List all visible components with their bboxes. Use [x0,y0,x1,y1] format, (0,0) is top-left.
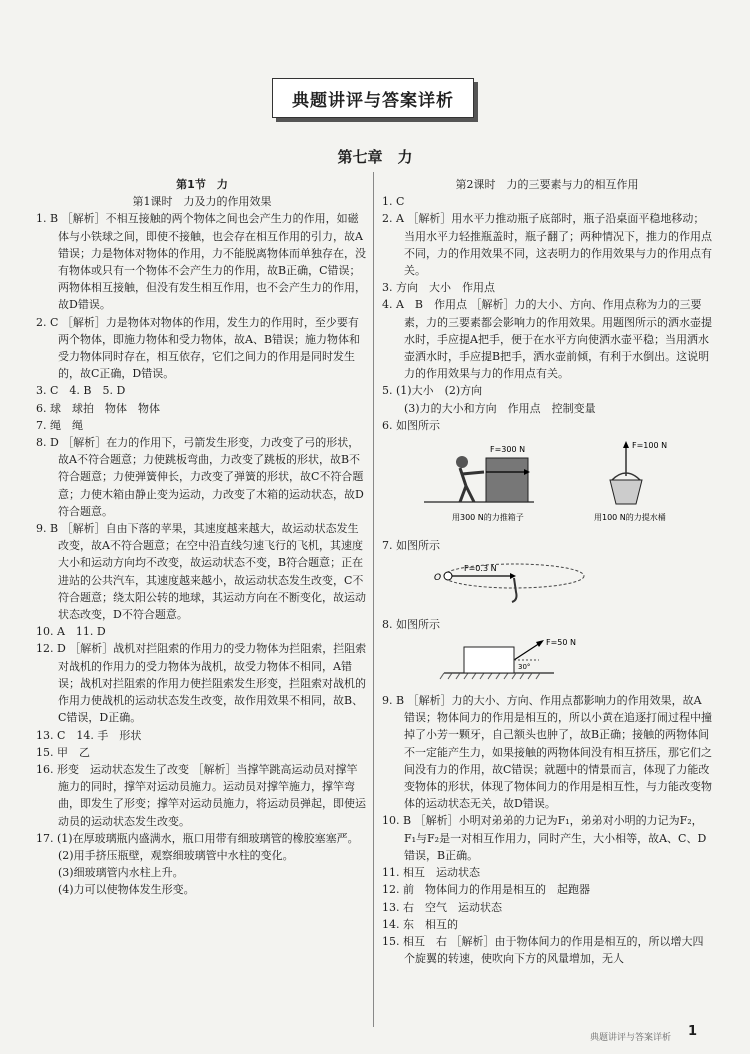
answer-item: 12. 前 物体间力的作用是相互的 起跑器 [382,883,590,897]
block-icon [464,647,514,673]
bucket-icon [610,480,642,504]
figure-6 [404,436,712,533]
answer-item: 2. C ［解析］力是物体对物体的作用，发生力的作用时，至少要有两个物体，即施力物体和受力物体，故A、B错误；施力物体和受力物体同时存在，相互依存，它们之间力的作用是同时发生的，故C正确，D错误。 [36,315,361,381]
answer-item: 10. B ［解析］小明对弟弟的力记为F₁，弟弟对小明的力记为F₂，F₁与F₂是一对相互作用力，同时产生，大小相等，故A、C、D错误，B正确。 [382,814,707,862]
caption-lift: 用100 N的力提水桶 [594,513,666,523]
section-heading: 第1节 力 [176,178,228,191]
answer-item: 1. B ［解析］不相互接触的两个物体之间也会产生力的作用，如磁体与小铁球之间，即使不接触，也会存在相互作用的引力，故A错误；力是物体对物体的作用，力不能脱离物体而单独存在，没有物体或只有一个物体不会产生力的作用，故B正确，C错误；两物体相互接触，但没有发生相互作用，也不会产生力的作用，故D错误。 [36,212,366,312]
answer-item: 6. 球 球拍 物体 物体 [36,401,160,415]
answer-item: 5. (1)大小 (2)方向 [382,384,483,398]
answer-item: 7. 如图所示 [382,539,440,553]
answer-item: 16. 形变 运动状态发生了改变 ［解析］当撑竿跳高运动员对撑竿施力的同时，撑竿对运动员施力。运动员对撑竿施力，撑竿弯曲，即发生了形变；撑竿对运动员施力，将运动员弹起，即使运动员的运动状态发生改变。 [36,762,366,828]
right-column [382,176,712,967]
caption-push: 用300 N的力推箱子 [452,513,524,523]
answer-subitem: (2)用手挤压瓶壁，观察细玻璃管中水柱的变化。 [58,848,294,862]
figure-7 [404,556,712,611]
answer-item: 13. 右 空气 运动状态 [382,900,502,914]
left-column [36,176,368,899]
answer-item: 8. D ［解析］在力的作用下，弓箭发生形变，力改变了弓的形状，故A不符合题意；力使跳板弯曲，力改变了跳板的形状，故B不符合题意；力使弹簧伸长，力改变了弹簧的形状，故C不符合题意；力使木箱由静止变为运动，力改变了木箱的运动状态，故D符合题意。 [36,436,364,518]
answer-item: 9. B ［解析］力的大小、方向、作用点都影响力的作用效果，故A错误；物体间力的作用是相互的，所以小黄在追逐打闹过程中撞掉了小芳一颗牙，自己额头也肿了，故B正确；接触的两物体间不一定能产生力，如果接触的两物体间没有相互挤压，那它们之间没有力的作用，故C错误；就题中的情景而言，体现了力能改变物体的形状，体现了物体间力的作用是相互性，与力能改变物体的运动状态无关，故D错误。 [382,694,712,811]
hand-icon [512,578,517,602]
lesson-heading: 第1课时 力及力的作用效果 [132,195,272,209]
label-point-o: O [434,573,442,584]
ball-icon [444,572,452,580]
section-banner: 典题讲评与答案详析 [272,78,474,118]
person-figure-icon [460,468,484,502]
answer-item: 4. A B 作用点 ［解析］力的大小、方向、作用点称为力的三要素，力的三要素都会影响力的作用效果。用题图所示的洒水壶提水时，手应提A把手，便于在水平方向使洒水壶平稳；当用洒水壶洒水时，手应提B把手，洒水壶前倾，有利于水倒出。这说明力的作用效果与力的作用点有关。 [382,298,712,381]
answer-item: 14. 东 相互的 [382,917,458,931]
answer-item: 11. 相互 运动状态 [382,866,480,880]
lesson-heading: 第2课时 力的三要素与力的相互作用 [455,178,639,191]
force-diagram-push-and-lift [404,436,704,528]
person-head-icon [456,456,468,468]
column-divider [373,172,374,1027]
box-icon [486,458,528,502]
answer-item: 6. 如图所示 [382,418,440,432]
answer-item: 12. D ［解析］战机对拦阻索的作用力的受力物体为拦阻索，拦阻索对战机的作用力的受力物体为战机，故受力物体不相同，A错误；战机对拦阻索的作用力使拦阻索发生形变，拦阻索对战机的作用力使战机的运动状态发生改变，故作用效果不相同，故B、C错误，D正确。 [36,642,367,725]
answer-item: 15. 相互 右 ［解析］由于物体间力的作用是相互的，所以增大四个旋翼的转速，使吹向下方的风量增加，无人 [382,934,704,966]
figure-8 [404,635,712,688]
answer-item: 9. B ［解析］自由下落的苹果，其速度越来越大，故运动状态发生改变，故A不符合题意；在空中沿直线匀速飞行的飞机，其速度大小和运动方向均不改变，故运动状态不变，B符合题意；正在进站的公共汽车，其速度越来越小，故运动状态发生改变，C不符合题意；绕太阳公转的地球，其运动方向在不断变化，故运动状态改变，D不符合题意。 [36,522,366,622]
answer-item: 2. A ［解析］用水平力推动瓶子底部时，瓶子沿桌面平稳地移动；当用水平力轻推瓶盖时，瓶子翻了；两种情况下，推力的作用点不同，力的作用效果不同，这表明力的作用效果与力的作用点有关。 [382,212,712,278]
answer-subitem: (3)力的大小和方向 作用点 控制变量 [404,401,596,415]
answer-subitem: (3)细玻璃管内水柱上升。 [58,866,184,880]
force-diagram-incline-pull [404,635,604,683]
force-diagram-rope [404,556,604,606]
label-lift-force: F=100 N [632,441,668,451]
answer-subitem: (4)力可以使物体发生形变。 [58,883,195,897]
label-rope-force: F=0.3 N [464,564,497,574]
answer-item: 1. C [382,195,405,209]
answer-item: 13. C 14. 手 形状 [36,728,142,742]
answer-item: 7. 绳 绳 [36,418,83,432]
answer-item: 3. 方向 大小 作用点 [382,281,495,295]
answer-item: 8. 如图所示 [382,617,440,631]
answer-item: 17. (1)在厚玻璃瓶内盛满水，瓶口用带有细玻璃管的橡胶塞塞严。 [36,831,359,845]
page-number: 1 [688,1024,698,1039]
label-angle: 30° [518,662,531,671]
answer-item: 10. A 11. D [36,625,106,639]
label-push-force: F=300 N [490,445,526,455]
answer-item: 3. C 4. B 5. D [36,384,126,398]
label-pull-force: F=50 N [546,637,577,647]
chapter-title: 第七章 力 [337,148,413,166]
page-footer: 典题讲评与答案详析 [590,1033,672,1043]
answer-item: 15. 甲 乙 [36,745,90,759]
